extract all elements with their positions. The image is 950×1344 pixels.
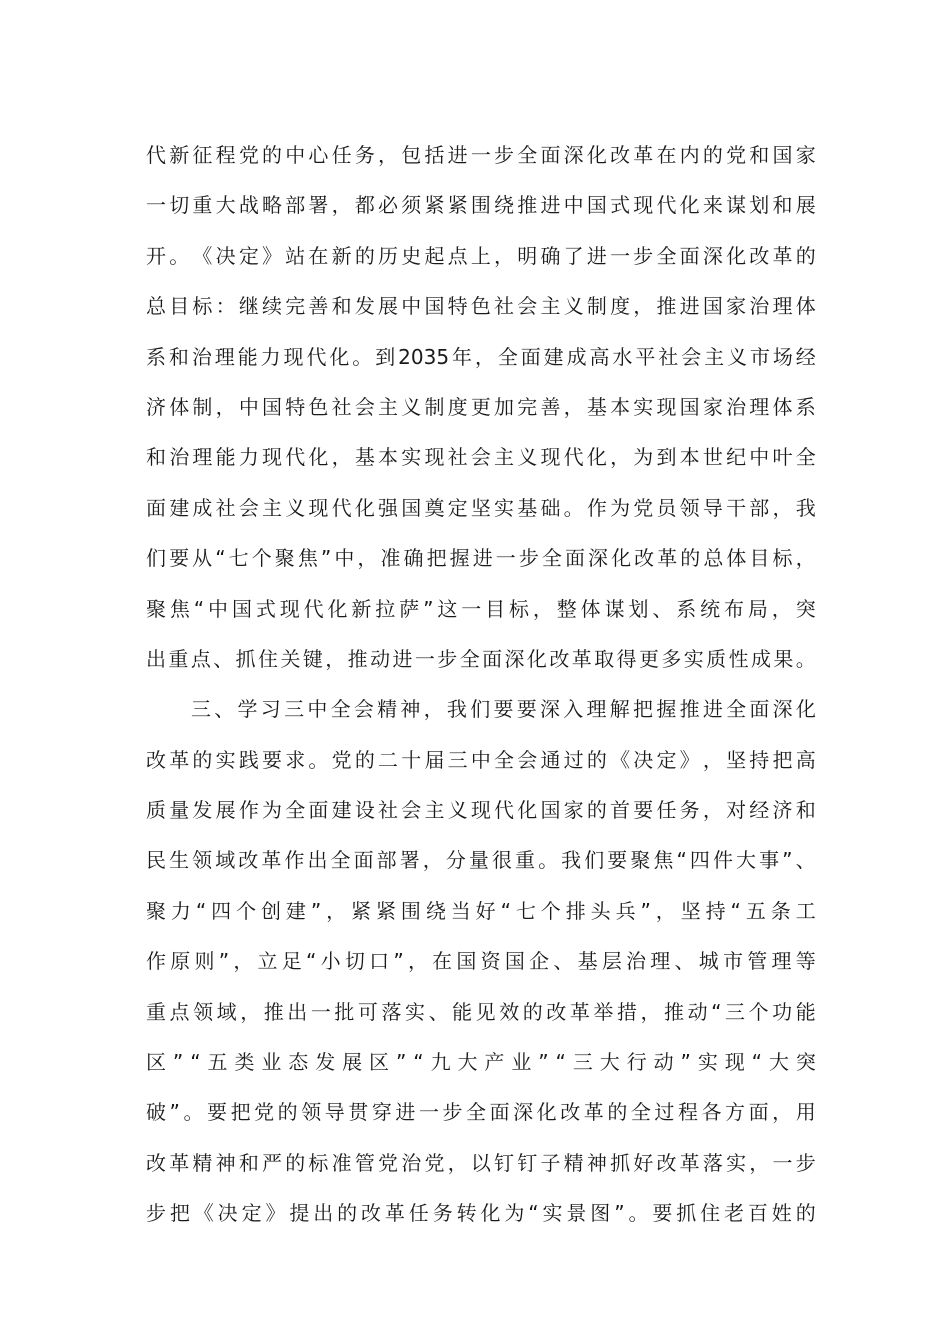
text-line: 重 点 领 域 ， 推 出 一 批 可 落 实 、 能 见 效 的 改 革 举 措 ， 推 动 “ 三 个 功 能 xyxy=(146,999,816,1024)
text-line: 聚 力 “ 四 个 创 建 ” ， 紧 紧 围 绕 当 好 “ 七 个 排 头 兵 ” ， 坚 持 “ 五 条 工 xyxy=(146,898,816,923)
text-line: 系 和 治 理 能 力 现 代 化 。 到 2035 年 ， 全 面 建 成 高 水 平 社 会 主 义 市 场 经 xyxy=(146,344,816,369)
text-line: 作 原 则 ” ， 立 足 “ 小 切 口 ” ， 在 国 资 国 企 、 基 层 治 理 、 城 市 管 理 等 xyxy=(146,949,816,974)
text-line: 出 重 点 、 抓 住 关 键 ， 推 动 进 一 步 全 面 深 化 改 革 取 得 更 多 实 质 性 成 果 。 xyxy=(146,646,816,671)
text-line: 改 革 的 实 践 要 求 。 党 的 二 十 届 三 中 全 会 通 过 的 《 决 定 》 ， 坚 持 把 高 xyxy=(146,747,816,772)
text-line: 一 切 重 大 战 略 部 署 ， 都 必 须 紧 紧 围 绕 推 进 中 国 式 现 代 化 来 谋 划 和 展 xyxy=(146,193,816,218)
text-line: 面 建 成 社 会 主 义 现 代 化 强 国 奠 定 坚 实 基 础 。 作 为 党 员 领 导 干 部 ， 我 xyxy=(146,495,816,520)
text-line: 和 治 理 能 力 现 代 化 ， 基 本 实 现 社 会 主 义 现 代 化 ， 为 到 本 世 纪 中 叶 全 xyxy=(146,445,816,470)
text-line: 三 、 学 习 三 中 全 会 精 神 ， 我 们 要 要 深 入 理 解 把 握 推 进 全 面 深 化 xyxy=(191,697,816,722)
text-line: 开 。 《 决 定 》 站 在 新 的 历 史 起 点 上 ， 明 确 了 进 一 步 全 面 深 化 改 革 的 xyxy=(146,243,816,268)
text-line: 总 目 标 ： 继 续 完 善 和 发 展 中 国 特 色 社 会 主 义 制 度 ， 推 进 国 家 治 理 体 xyxy=(146,294,816,319)
text-line: 破 ” 。 要 把 党 的 领 导 贯 穿 进 一 步 全 面 深 化 改 革 的 全 过 程 各 方 面 ， 用 xyxy=(146,1100,816,1125)
text-line: 区 ” “ 五 类 业 态 发 展 区 ” “ 九 大 产 业 ” “ 三 大 行 动 ” 实 现 “ 大 突 xyxy=(146,1050,816,1075)
body-text xyxy=(146,130,816,1239)
text-line: 质 量 发 展 作 为 全 面 建 设 社 会 主 义 现 代 化 国 家 的 首 要 任 务 ， 对 经 济 和 xyxy=(146,798,816,823)
text-line: 改 革 精 神 和 严 的 标 准 管 党 治 党 ， 以 钉 钉 子 精 神 抓 好 改 革 落 实 ， 一 步 xyxy=(146,1150,816,1175)
text-line: 济 体 制 ， 中 国 特 色 社 会 主 义 制 度 更 加 完 善 ， 基 本 实 现 国 家 治 理 体 系 xyxy=(146,394,816,419)
text-line: 步 把 《 决 定 》 提 出 的 改 革 任 务 转 化 为 “ 实 景 图 ” 。 要 抓 住 老 百 姓 的 xyxy=(146,1201,816,1226)
text-line: 聚 焦 “ 中 国 式 现 代 化 新 拉 萨 ” 这 一 目 标 ， 整 体 谋 划 、 系 统 布 局 ， 突 xyxy=(146,596,816,621)
text-line: 民 生 领 域 改 革 作 出 全 面 部 署 ， 分 量 很 重 。 我 们 要 聚 焦 “ 四 件 大 事 ” 、 xyxy=(146,848,816,873)
text-line: 们 要 从 “ 七 个 聚 焦 ” 中 ， 准 确 把 握 进 一 步 全 面 深 化 改 革 的 总 体 目 标 ， xyxy=(146,546,816,571)
text-line: 代 新 征 程 党 的 中 心 任 务 ， 包 括 进 一 步 全 面 深 化 改 革 在 内 的 党 和 国 家 xyxy=(146,143,816,167)
